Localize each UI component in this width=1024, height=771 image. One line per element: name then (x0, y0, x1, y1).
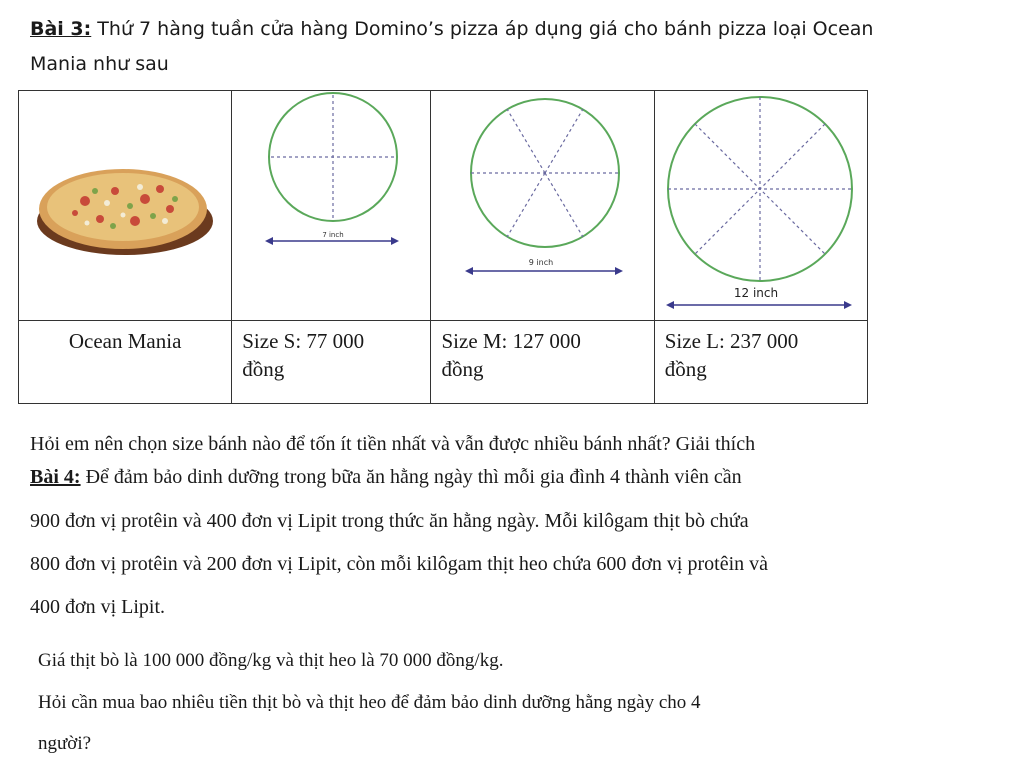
product-name: Ocean Mania (68, 329, 182, 353)
size-m-pizza-diagram (433, 91, 653, 315)
size-m-price-cell (431, 321, 654, 404)
exercise-3-text-line2: Mania như sau (30, 53, 169, 75)
size-s-pizza-diagram (233, 91, 429, 315)
exercise-4-line1 (30, 466, 980, 489)
exercise-4-label: Bài 4: (30, 466, 81, 488)
exercise-4-line5: Giá thịt bò là 100 000 đồng/kg và thịt heo là 70 000 đồng/kg. (38, 650, 504, 671)
size-s-diameter-label: 7 inch (322, 231, 345, 239)
exercise-3-question: Hỏi em nên chọn size bánh nào để tốn ít tiền nhất và vẫn được nhiều bánh nhất? Giải thích (30, 433, 756, 455)
pizza-photo (25, 91, 225, 291)
pizza-price-table (18, 90, 868, 404)
size-m-unit: đồng (441, 357, 484, 381)
size-l-diameter-label: 12 inch (733, 286, 778, 300)
exercise-4-text-line1: Để đảm bảo dinh dưỡng trong bữa ăn hằng ngày thì mỗi gia đình 4 thành viên cần (80, 466, 742, 488)
size-m-diagram-cell (431, 91, 654, 321)
exercise-4-line6: Hỏi cần mua bao nhiêu tiền thịt bò và thịt heo để đảm bảo dinh dưỡng hằng ngày cho 4 (38, 692, 701, 713)
exercise-4-line2: 900 đơn vị protêin và 400 đơn vị Lipit trong thức ăn hằng ngày. Mỗi kilôgam thịt bò chứa (30, 510, 749, 532)
size-l-price-cell (654, 321, 867, 404)
size-l-pizza-diagram (656, 91, 866, 315)
size-s-diagram-cell (232, 91, 431, 321)
exercise-3-intro (30, 12, 990, 82)
pizza-image-cell (19, 91, 232, 321)
size-l-unit: đồng (664, 357, 707, 381)
exercise-4-line4: 400 đơn vị Lipit. (30, 596, 166, 618)
size-m-price: Size M: 127 000 (441, 329, 581, 353)
size-s-price-cell (232, 321, 431, 404)
exercise-4-line3: 800 đơn vị protêin và 200 đơn vị Lipit, còn mỗi kilôgam thịt heo chứa 600 đơn vị protêin và (30, 553, 769, 575)
size-s-unit: đồng (242, 357, 285, 381)
size-l-diagram-cell (654, 91, 867, 321)
size-l-price: Size L: 237 000 (664, 329, 799, 353)
size-s-price: Size S: 77 000 (242, 329, 365, 353)
exercise-3-text-line1: Thứ 7 hàng tuần cửa hàng Domino’s pizza áp dụng giá cho bánh pizza loại Ocean (91, 18, 874, 40)
exercise-4-line7: người? (38, 733, 92, 754)
exercise-3-label: Bài 3: (30, 18, 92, 40)
product-name-cell (19, 321, 232, 404)
size-m-diameter-label: 9 inch (528, 258, 553, 267)
